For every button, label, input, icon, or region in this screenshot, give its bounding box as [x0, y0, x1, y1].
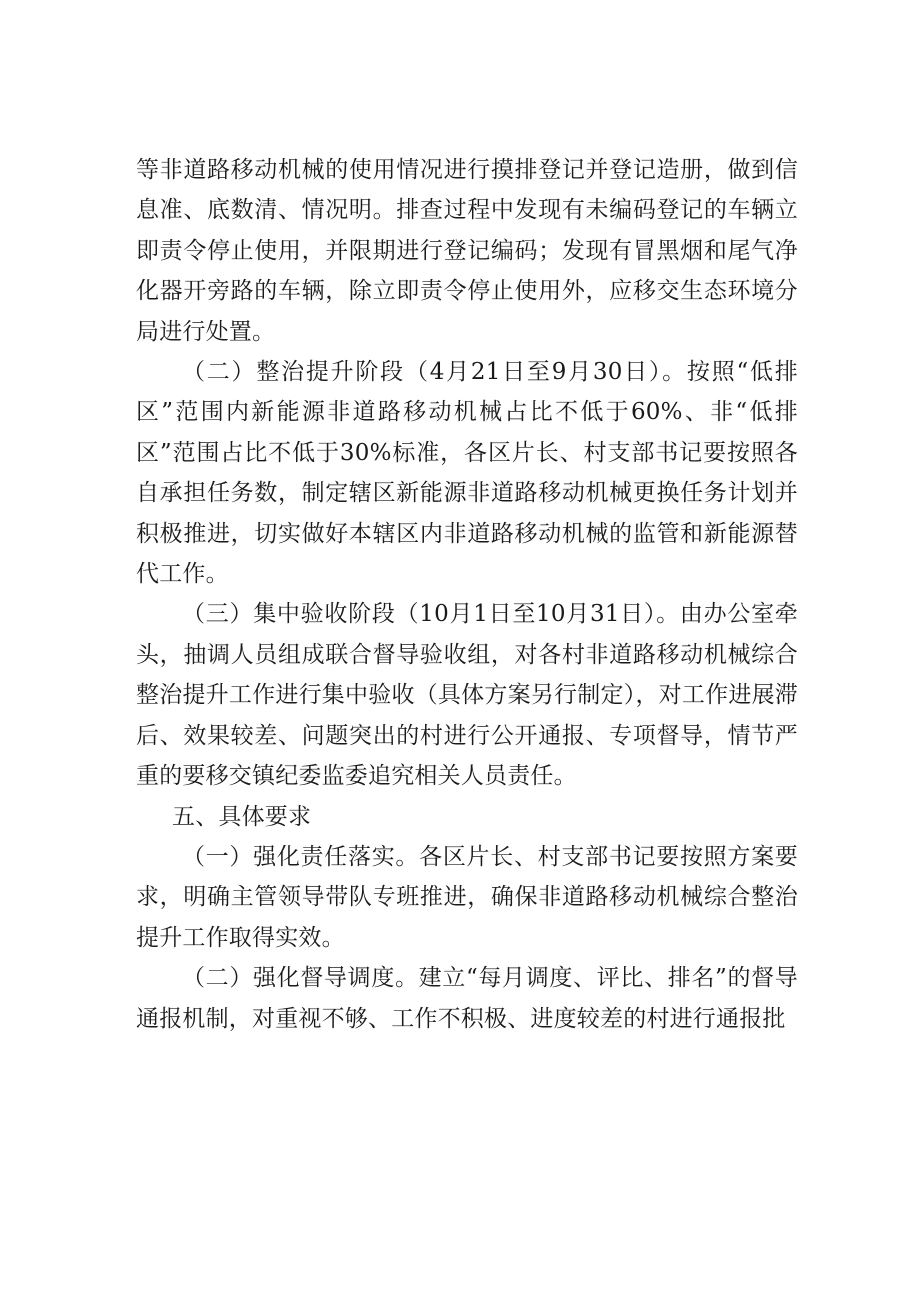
section-heading-requirements: 五、具体要求 — [172, 803, 312, 830]
paragraph-rectification-stage: （二）整治提升阶段（4月21日至9月30日）。按照“低排区”范围内新能源非道路移动机械占比不低于60%、非“低排区”范围占比不低于30%标准，各区片长、村支部书记要按照各自承担任务数，制定辖区新能源非道路移动机械更换任务计划并积极推进，切实做好本辖区内非道路移动机械的监管和新能源替代工作。 — [136, 359, 798, 588]
paragraph-supervision: （二）强化督导调度。建立“每月调度、评比、排名”的督导通报机制，对重视不够、工作不积极、进度较差的村进行通报批 — [136, 965, 798, 1032]
paragraph-continued-investigation: 等非道路移动机械的使用情况进行摸排登记并登记造册，做到信息准、底数清、情况明。排查过程中发现有未编码登记的车辆立即责令停止使用，并限期进行登记编码；发现有冒黑烟和尾气净化器开旁路的车辆，除立即责令停止使用外，应移交生态环境分局进行处置。 — [136, 157, 798, 345]
document-body — [136, 150, 798, 1039]
paragraph-responsibility: （一）强化责任落实。各区片长、村支部书记要按照方案要求，明确主管领导带队专班推进，确保非道路移动机械综合整治提升工作取得实效。 — [136, 843, 798, 951]
paragraph-acceptance-stage: （三）集中验收阶段（10月1日至10月31日）。由办公室牵头，抽调人员组成联合督导验收组，对各村非道路移动机械综合整治提升工作进行集中验收（具体方案另行制定），对工作进展滞后、效果较差、问题突出的村进行公开通报、专项督导，情节严重的要移交镇纪委监委追究相关人员责任。 — [136, 601, 798, 790]
